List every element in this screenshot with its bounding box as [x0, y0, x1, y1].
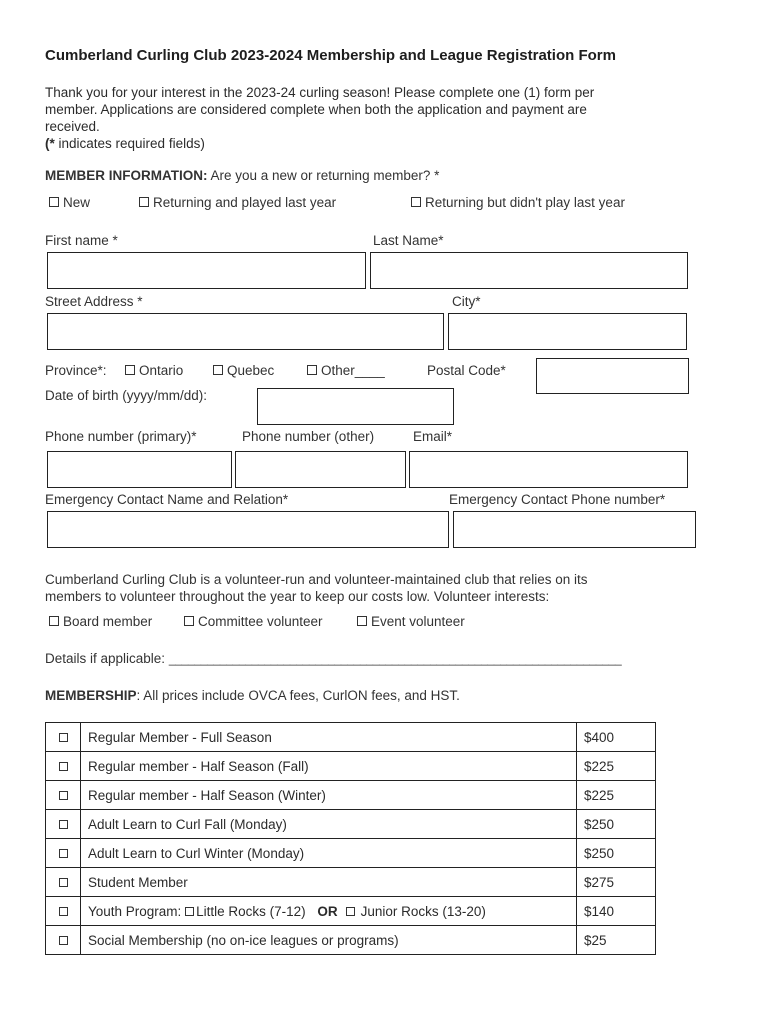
details-label: Details if applicable: — [45, 651, 169, 666]
status-option-new[interactable] — [49, 195, 90, 210]
status-returning-not-played-label: Returning but didn't play last year — [425, 195, 625, 210]
table-row — [46, 839, 656, 868]
province-other-label: Other____ — [321, 363, 385, 378]
membership-name: Regular member - Half Season (Fall) — [81, 752, 577, 781]
details-line[interactable]: _______________________________________________________________________ — [168, 652, 622, 666]
membership-name: Social Membership (no on-ice leagues or programs) — [81, 926, 577, 955]
province-quebec-label: Quebec — [227, 363, 275, 378]
membership-price: $25 — [577, 926, 656, 955]
first-name-label: First name * — [45, 233, 118, 248]
membership-checkbox[interactable] — [59, 762, 68, 771]
membership-name: Regular member - Half Season (Winter) — [81, 781, 577, 810]
street-address-label: Street Address * — [45, 294, 143, 309]
volunteer-committee-checkbox[interactable] — [184, 616, 194, 626]
table-row — [46, 752, 656, 781]
table-row — [46, 723, 656, 752]
emergency-phone-field[interactable] — [453, 511, 696, 548]
province-option-quebec[interactable] — [213, 363, 274, 378]
youth-or-label: OR — [317, 903, 338, 919]
membership-name: Youth Program: — [88, 903, 186, 919]
member-status-question: Are you a new or returning member? * — [207, 168, 440, 183]
status-returning-not-played-checkbox[interactable] — [411, 197, 421, 207]
volunteer-text — [45, 571, 588, 605]
email-field[interactable] — [409, 451, 688, 488]
membership-checkbox[interactable] — [59, 936, 68, 945]
details-row — [45, 651, 621, 666]
intro-line-1: Thank you for your interest in the 2023-24 curling season! Please complete one (1) form per — [45, 85, 595, 100]
membership-checkbox[interactable] — [59, 733, 68, 742]
street-address-field[interactable] — [47, 313, 444, 350]
table-row — [46, 868, 656, 897]
phone-primary-field[interactable] — [47, 451, 232, 488]
volunteer-committee-label: Committee volunteer — [198, 614, 323, 629]
membership-checkbox[interactable] — [59, 849, 68, 858]
membership-price: $225 — [577, 752, 656, 781]
junior-rocks-label: Junior Rocks (13-20) — [360, 903, 486, 919]
membership-checkbox[interactable] — [59, 820, 68, 829]
membership-name: Student Member — [81, 868, 577, 897]
intro-line-3: received. — [45, 119, 100, 134]
volunteer-board-checkbox[interactable] — [49, 616, 59, 626]
junior-rocks-checkbox[interactable] — [346, 907, 355, 916]
volunteer-option-committee[interactable] — [184, 614, 323, 629]
table-row — [46, 897, 656, 926]
membership-checkbox[interactable] — [59, 878, 68, 887]
phone-primary-label: Phone number (primary)* — [45, 429, 197, 444]
membership-checkbox[interactable] — [59, 907, 68, 916]
volunteer-text-line-1: Cumberland Curling Club is a volunteer-run and volunteer-maintained club that relies on its — [45, 572, 588, 587]
table-row — [46, 926, 656, 955]
form-title: Cumberland Curling Club 2023-2024 Membership and League Registration Form — [45, 47, 616, 64]
intro-text — [45, 84, 705, 152]
membership-table — [45, 722, 656, 955]
volunteer-option-board[interactable] — [49, 614, 152, 629]
membership-heading — [45, 688, 460, 703]
membership-price: $275 — [577, 868, 656, 897]
status-returning-played-checkbox[interactable] — [139, 197, 149, 207]
status-option-returning-not-played[interactable] — [411, 195, 625, 210]
email-label: Email* — [413, 429, 453, 444]
last-name-label: Last Name* — [373, 233, 444, 248]
membership-name: Regular Member - Full Season — [81, 723, 577, 752]
youth-program-cell — [81, 897, 577, 926]
membership-price: $225 — [577, 781, 656, 810]
city-field[interactable] — [448, 313, 687, 350]
emergency-phone-label: Emergency Contact Phone number* — [449, 492, 666, 507]
city-label: City* — [452, 294, 481, 309]
membership-note: : All prices include OVCA fees, CurlON fees, and HST. — [136, 688, 460, 703]
phone-other-label: Phone number (other) — [242, 429, 375, 444]
member-info-title: MEMBER INFORMATION: — [45, 168, 208, 183]
province-option-other[interactable] — [307, 363, 385, 378]
volunteer-event-checkbox[interactable] — [357, 616, 367, 626]
dob-field[interactable] — [257, 388, 454, 425]
membership-name: Adult Learn to Curl Winter (Monday) — [81, 839, 577, 868]
postal-code-label: Postal Code* — [427, 363, 506, 378]
little-rocks-label: Little Rocks (7-12) — [196, 903, 306, 919]
phone-other-field[interactable] — [235, 451, 406, 488]
status-returning-played-label: Returning and played last year — [153, 195, 337, 210]
status-option-returning-played[interactable] — [139, 195, 336, 210]
status-new-label: New — [63, 195, 91, 210]
volunteer-option-event[interactable] — [357, 614, 465, 629]
membership-checkbox[interactable] — [59, 791, 68, 800]
table-row — [46, 810, 656, 839]
required-star: (* — [45, 136, 55, 151]
membership-price: $400 — [577, 723, 656, 752]
province-quebec-checkbox[interactable] — [213, 365, 223, 375]
province-option-ontario[interactable] — [125, 363, 183, 378]
intro-line-2: member. Applications are considered complete when both the application and payment are — [45, 102, 587, 117]
emergency-name-label: Emergency Contact Name and Relation* — [45, 492, 289, 507]
volunteer-board-label: Board member — [63, 614, 153, 629]
little-rocks-checkbox[interactable] — [185, 907, 194, 916]
volunteer-text-line-2: members to volunteer throughout the year to keep our costs low. Volunteer interests: — [45, 589, 550, 604]
province-label: Province*: — [45, 363, 107, 378]
first-name-field[interactable] — [47, 252, 366, 289]
emergency-name-field[interactable] — [47, 511, 449, 548]
postal-code-field[interactable] — [536, 358, 689, 394]
membership-price: $250 — [577, 810, 656, 839]
required-rest: indicates required fields) — [54, 136, 205, 151]
status-new-checkbox[interactable] — [49, 197, 59, 207]
last-name-field[interactable] — [370, 252, 688, 289]
membership-name: Adult Learn to Curl Fall (Monday) — [81, 810, 577, 839]
province-other-checkbox[interactable] — [307, 365, 317, 375]
province-ontario-checkbox[interactable] — [125, 365, 135, 375]
membership-price: $140 — [577, 897, 656, 926]
member-info-heading — [45, 168, 439, 183]
province-ontario-label: Ontario — [139, 363, 184, 378]
membership-title: MEMBERSHIP — [45, 688, 137, 703]
membership-price: $250 — [577, 839, 656, 868]
volunteer-event-label: Event volunteer — [371, 614, 465, 629]
dob-label: Date of birth (yyyy/mm/dd): — [45, 388, 208, 403]
required-note — [45, 135, 705, 152]
table-row — [46, 781, 656, 810]
